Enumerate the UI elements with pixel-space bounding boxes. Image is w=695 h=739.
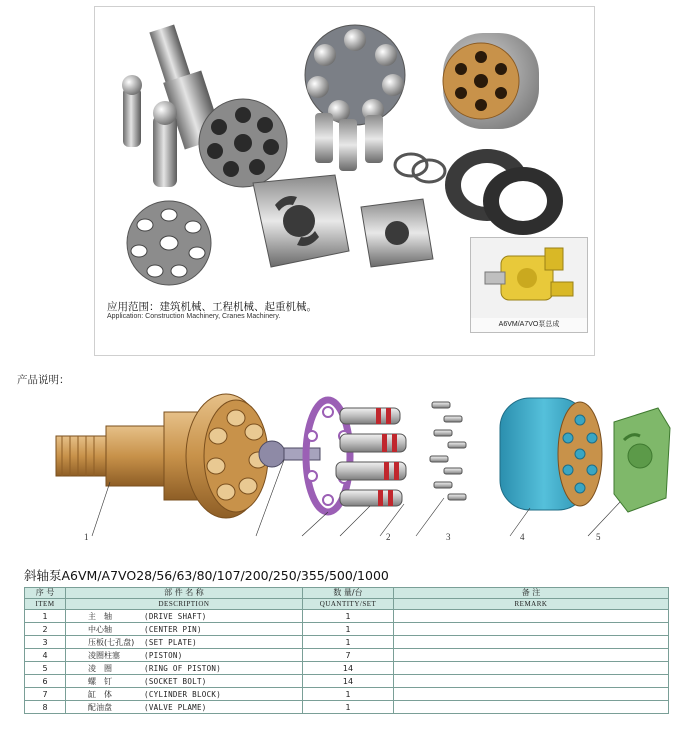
cylinder-block-drawing <box>500 398 602 510</box>
row-desc-en: (CYLINDER BLOCK) <box>144 689 222 699</box>
row-description <box>66 649 303 662</box>
row-desc-cn: 螺 钉 <box>88 676 112 686</box>
row-item-no: 6 <box>25 675 66 688</box>
piston-rings-photo <box>395 154 445 182</box>
header-desc-en: DESCRIPTION <box>66 599 303 610</box>
application-en: Application: Construction Machinery, Cranes Machinery. <box>107 313 281 320</box>
drive-shaft-drawing <box>56 394 268 518</box>
callout-2: 2 <box>386 532 391 542</box>
header-remark-en: REMARK <box>394 599 669 610</box>
row-description <box>66 610 303 623</box>
pump-assembly-inset <box>470 237 588 333</box>
row-item-no: 1 <box>25 610 66 623</box>
row-remark <box>394 649 669 662</box>
set-plate-photo <box>199 99 287 187</box>
table-row <box>25 649 669 662</box>
row-remark <box>394 675 669 688</box>
row-desc-en: (CENTER PIN) <box>144 624 202 634</box>
row-remark <box>394 701 669 714</box>
table-row <box>25 662 669 675</box>
row-desc-en: (PISTON) <box>144 650 183 660</box>
spec-title: 斜轴泵A6VM/A7VO28/56/63/80/107/200/250/355/500/1000 <box>24 568 389 583</box>
row-desc-cn: 压板(七孔盘) <box>88 637 135 647</box>
valve-plate-drawing <box>614 408 670 512</box>
exploded-view-diagram <box>40 386 680 548</box>
row-remark <box>394 610 669 623</box>
row-item-no: 7 <box>25 688 66 701</box>
header-qty-en: QUANTITY/SET <box>303 599 394 610</box>
callout-3: 3 <box>446 532 451 542</box>
row-quantity: 1 <box>303 701 394 714</box>
row-description <box>66 701 303 714</box>
row-quantity: 1 <box>303 623 394 636</box>
row-desc-cn: 配油盘 <box>88 702 112 712</box>
table-row <box>25 623 669 636</box>
retainer-plate-photo <box>127 201 211 285</box>
row-description <box>66 662 303 675</box>
table-row <box>25 675 669 688</box>
thrust-rings-photo <box>445 149 563 235</box>
valve-plate-photo <box>253 175 433 267</box>
inset-caption: A6VM/A7VO泵总成 <box>498 321 560 328</box>
row-description <box>66 623 303 636</box>
row-quantity: 7 <box>303 649 394 662</box>
header-remark-cn: 备 注 <box>394 588 669 599</box>
row-description <box>66 688 303 701</box>
row-desc-cn: 凌 圈 <box>88 663 112 673</box>
parts-table <box>24 587 669 714</box>
header-qty-cn: 数 量/台 <box>303 588 394 599</box>
row-item-no: 5 <box>25 662 66 675</box>
center-pin-drawing <box>259 441 320 467</box>
row-remark <box>394 636 669 649</box>
cylinder-block-photo <box>443 33 539 129</box>
table-header-row-en <box>25 599 669 610</box>
row-remark <box>394 662 669 675</box>
row-remark <box>394 623 669 636</box>
row-desc-en: (RING OF PISTON) <box>144 663 222 673</box>
callout-1: 1 <box>84 532 89 542</box>
row-desc-en: (SOCKET BOLT) <box>144 676 207 686</box>
row-desc-cn: 凌圈柱塞 <box>88 650 120 660</box>
row-item-no: 3 <box>25 636 66 649</box>
header-item-en: ITEM <box>25 599 66 610</box>
table-row <box>25 636 669 649</box>
callout-4: 4 <box>520 532 525 542</box>
application-cn: 应用范围：建筑机械、工程机械、起重机械。 <box>107 301 317 313</box>
row-quantity: 14 <box>303 662 394 675</box>
table-row <box>25 688 669 701</box>
parts-photo-card <box>94 6 595 356</box>
row-quantity: 1 <box>303 688 394 701</box>
header-item-cn: 序 号 <box>25 588 66 599</box>
row-desc-cn: 主 轴 <box>88 611 112 621</box>
row-description <box>66 636 303 649</box>
product-note-label: 产品说明： <box>17 374 70 386</box>
table-row <box>25 701 669 714</box>
piston-cluster-photo <box>305 25 405 171</box>
callout-5: 5 <box>596 532 601 542</box>
row-remark <box>394 688 669 701</box>
row-desc-en: (VALVE PLAME) <box>144 702 207 712</box>
row-desc-en: (DRIVE SHAFT) <box>144 611 207 621</box>
row-quantity: 1 <box>303 610 394 623</box>
row-description <box>66 675 303 688</box>
table-row <box>25 610 669 623</box>
row-quantity: 14 <box>303 675 394 688</box>
row-desc-en: (SET PLATE) <box>144 637 197 647</box>
row-quantity: 1 <box>303 636 394 649</box>
row-item-no: 2 <box>25 623 66 636</box>
table-header-row <box>25 588 669 599</box>
header-desc-cn: 部 件 名 称 <box>66 588 303 599</box>
row-desc-cn: 缸 体 <box>88 689 112 699</box>
row-item-no: 8 <box>25 701 66 714</box>
row-desc-cn: 中心轴 <box>88 624 112 634</box>
row-item-no: 4 <box>25 649 66 662</box>
socket-bolts-drawing <box>430 402 466 500</box>
pump-assembly-image <box>471 238 587 318</box>
